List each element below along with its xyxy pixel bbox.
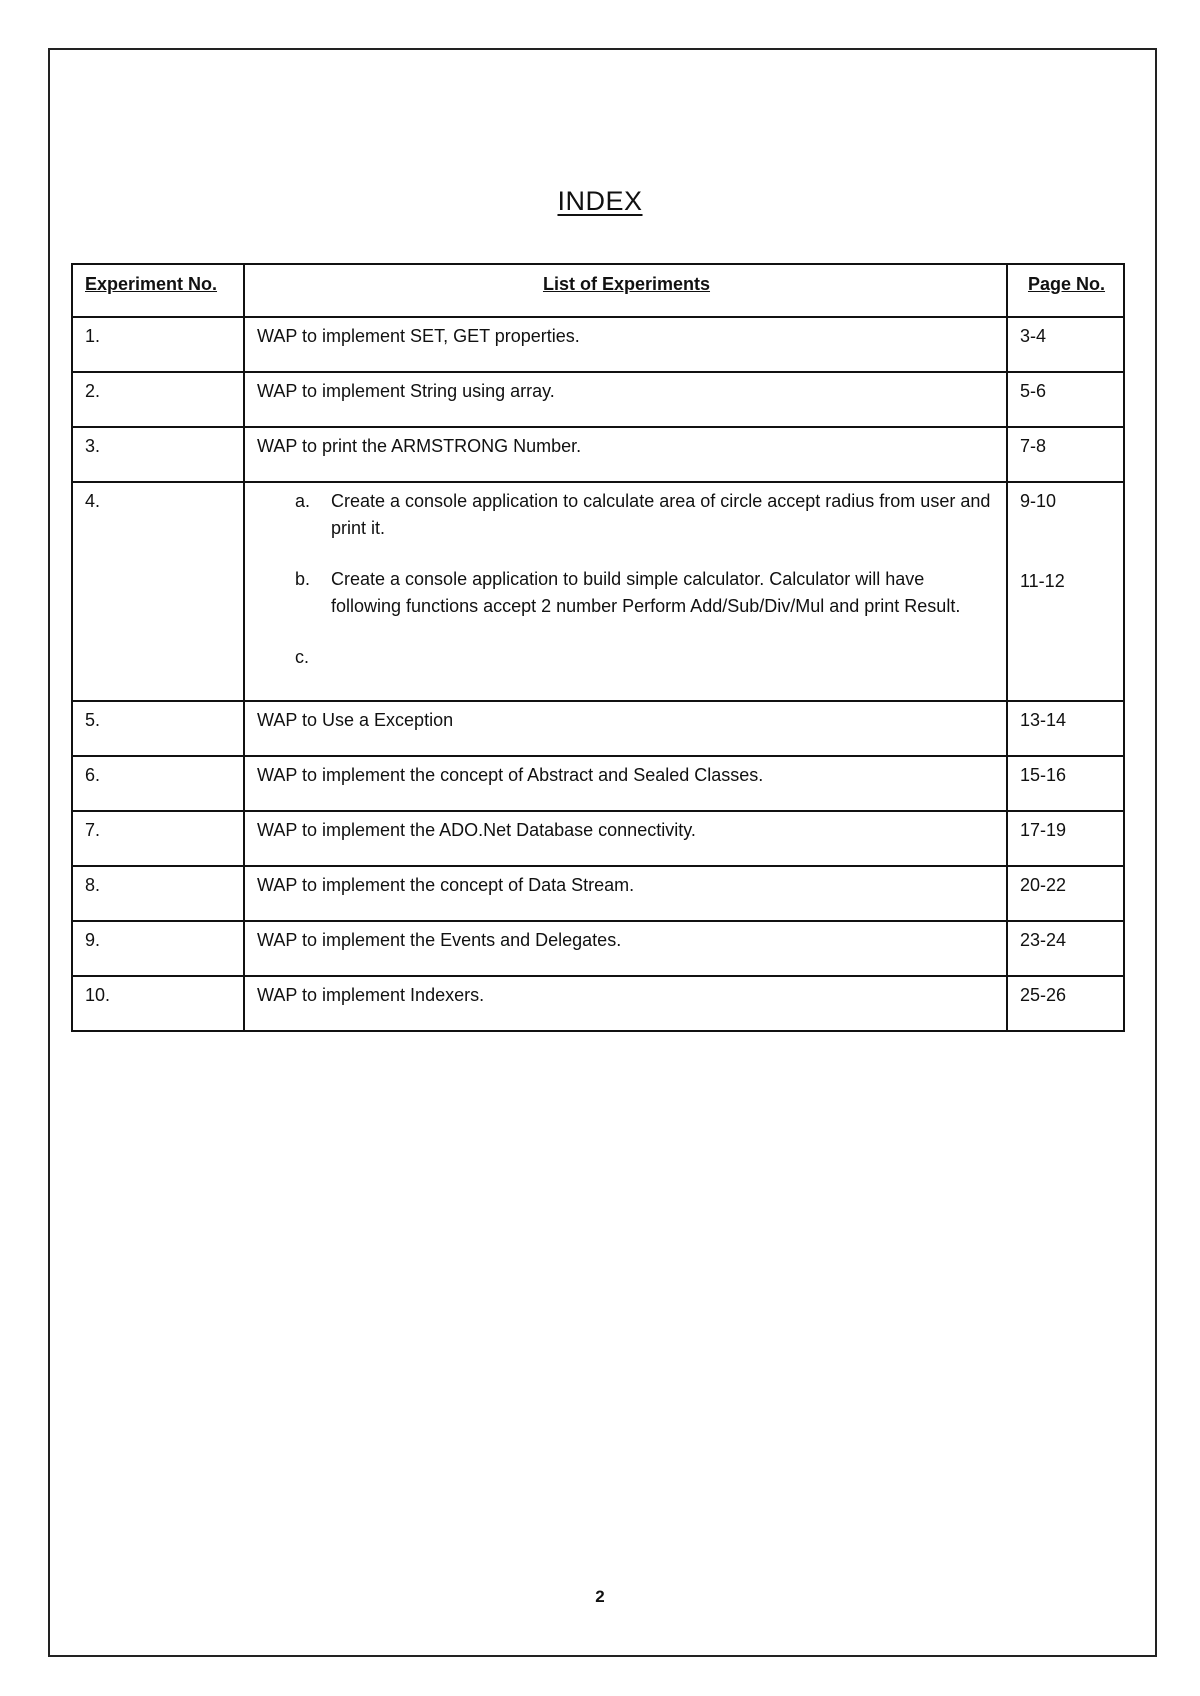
- sub-experiment-letter: b.: [295, 569, 311, 589]
- sub-experiment-text: Create a console application to calculate area of circle accept radius from user and print it.: [331, 491, 991, 538]
- experiment-number: 1.: [72, 317, 244, 372]
- experiment-title: WAP to implement String using array.: [244, 372, 1007, 427]
- sub-experiment-letter: a.: [295, 491, 311, 511]
- experiment-pages: 17-19: [1007, 811, 1124, 866]
- table-row: [72, 921, 1124, 976]
- table-row: [72, 482, 1124, 701]
- experiment-title: WAP to Use a Exception: [244, 701, 1007, 756]
- index-table: [71, 263, 1125, 1032]
- experiment-title: WAP to implement the ADO.Net Database connectivity.: [244, 811, 1007, 866]
- page-number: 2: [595, 1587, 605, 1606]
- table-header-row: [72, 264, 1124, 317]
- experiment-number: 2.: [72, 372, 244, 427]
- experiment-number: 10.: [72, 976, 244, 1031]
- spacer: [1020, 515, 1113, 568]
- experiment-number: 8.: [72, 866, 244, 921]
- experiment-title: WAP to implement the Events and Delegates.: [244, 921, 1007, 976]
- experiment-pages: [1007, 482, 1124, 701]
- header-list-of-experiments: List of Experiments: [244, 264, 1007, 317]
- sub-experiment-item: [295, 644, 996, 671]
- table-row: [72, 427, 1124, 482]
- sub-experiment-text: [331, 644, 996, 671]
- page-title: INDEX: [557, 186, 643, 216]
- sub-experiment-item: [295, 488, 996, 542]
- experiment-title: WAP to implement Indexers.: [244, 976, 1007, 1031]
- experiment-pages: 25-26: [1007, 976, 1124, 1031]
- table-row: [72, 811, 1124, 866]
- experiment-number: 7.: [72, 811, 244, 866]
- experiment-title: WAP to print the ARMSTRONG Number.: [244, 427, 1007, 482]
- table-row: [72, 756, 1124, 811]
- header-experiment-no: Experiment No.: [72, 264, 244, 317]
- experiment-title: WAP to implement the concept of Data Stream.: [244, 866, 1007, 921]
- header-page-no: Page No.: [1007, 264, 1124, 317]
- experiment-pages: 7-8: [1007, 427, 1124, 482]
- sub-experiment-item: [295, 566, 996, 620]
- experiment-pages: 20-22: [1007, 866, 1124, 921]
- experiment-pages: 3-4: [1007, 317, 1124, 372]
- sub-experiment-pages: 9-10: [1020, 491, 1057, 511]
- experiment-subitems: [244, 482, 1007, 701]
- experiment-pages: 5-6: [1007, 372, 1124, 427]
- sub-experiment-letter: c.: [295, 647, 310, 667]
- sub-experiment-list: [257, 488, 996, 671]
- experiment-title: WAP to implement the concept of Abstract and Sealed Classes.: [244, 756, 1007, 811]
- table-row: [72, 317, 1124, 372]
- experiment-number: 5.: [72, 701, 244, 756]
- experiment-pages: 13-14: [1007, 701, 1124, 756]
- table-row: [72, 372, 1124, 427]
- experiment-number: 4.: [72, 482, 244, 701]
- experiment-pages: 23-24: [1007, 921, 1124, 976]
- experiment-number: 3.: [72, 427, 244, 482]
- experiment-pages: 15-16: [1007, 756, 1124, 811]
- table-row: [72, 701, 1124, 756]
- table-row: [72, 976, 1124, 1031]
- experiment-title: WAP to implement SET, GET properties.: [244, 317, 1007, 372]
- sub-experiment-pages: 11-12: [1020, 571, 1065, 591]
- sub-experiment-text: Create a console application to build simple calculator. Calculator will have following functions accept 2 number Perform Add/Sub/Div/Mul and print Result.: [331, 569, 961, 616]
- table-row: [72, 866, 1124, 921]
- experiment-number: 6.: [72, 756, 244, 811]
- experiment-number: 9.: [72, 921, 244, 976]
